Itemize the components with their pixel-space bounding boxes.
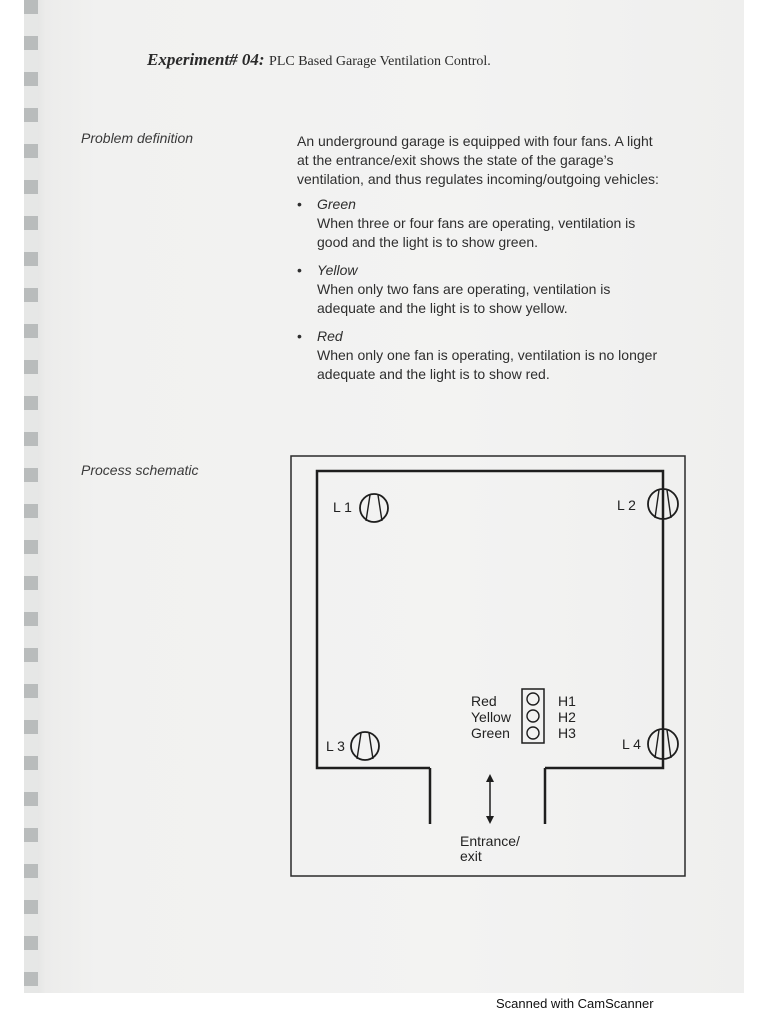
intro-line: ventilation, and thus regulates incoming/outgoing vehicles: [297, 171, 659, 187]
signal-light [471, 689, 576, 743]
list-item-green [295, 195, 695, 252]
process-schematic-label: Process schematic [81, 462, 199, 478]
garage-schematic [290, 455, 686, 880]
lamp-red-icon [527, 693, 539, 705]
fan-icon [360, 494, 388, 522]
output-label-h3: H3 [558, 725, 576, 741]
fan-blade-line [366, 495, 370, 521]
fan-l2 [617, 489, 678, 519]
entrance-arrow-icon [486, 774, 494, 824]
bullet-line: good and the light is to show green. [317, 234, 539, 250]
entrance-label: Entrance/ [460, 833, 520, 849]
title-number: Experiment# 04: [147, 50, 265, 69]
fan-label: L 1 [333, 499, 352, 515]
bullet-line: adequate and the light is to show red. [317, 366, 550, 382]
list-item-yellow [295, 261, 695, 318]
lamp-green-icon [527, 727, 539, 739]
bullet-title: Red [317, 328, 343, 344]
bullet-title: Green [317, 196, 356, 212]
bullet-line: When only two fans are operating, ventilation is [317, 281, 611, 297]
intro-line: at the entrance/exit shows the state of the garage’s [297, 152, 614, 168]
signal-label-red: Red [471, 693, 497, 709]
fan-blade-line [667, 730, 671, 758]
fan-blade-line [378, 495, 382, 521]
fan-blade-line [655, 490, 659, 518]
signal-label-green: Green [471, 725, 510, 741]
fan-l4 [622, 729, 678, 759]
signal-label-yellow: Yellow [471, 709, 511, 725]
fan-icon [351, 732, 379, 760]
schematic-outer-frame [291, 456, 685, 876]
fan-label: L 2 [617, 497, 636, 513]
bullet-title: Yellow [317, 262, 358, 278]
problem-intro [297, 132, 717, 189]
bullet-dot-icon: • [297, 328, 302, 344]
list-item-red [295, 327, 695, 384]
problem-definition-label: Problem definition [81, 130, 194, 146]
title-text: PLC Based Garage Ventilation Control. [269, 54, 491, 69]
bullet-line: When three or four fans are operating, ventilation is [317, 215, 636, 231]
bullet-line: When only one fan is operating, ventilation is no longer [317, 347, 658, 363]
bullet-line: adequate and the light is to show yellow. [317, 300, 568, 316]
fan-label: L 4 [622, 736, 641, 752]
scanned-page [24, 0, 744, 993]
fan-l3 [326, 732, 379, 760]
fan-label: L 3 [326, 738, 345, 754]
fan-blade-line [667, 490, 671, 518]
fan-blade-line [357, 733, 361, 759]
light-state-list [295, 195, 695, 393]
fan-blade-line [655, 730, 659, 758]
page-title [147, 50, 491, 70]
intro-line: An underground garage is equipped with four fans. A light [297, 133, 653, 149]
signal-light-housing [522, 689, 544, 743]
output-label-h2: H2 [558, 709, 576, 725]
fan-blade-line [369, 733, 373, 759]
entrance-label: exit [460, 848, 482, 864]
bullet-dot-icon: • [297, 262, 302, 278]
fan-l1 [333, 494, 388, 522]
scanner-watermark: Scanned with CamScanner [496, 996, 654, 1011]
binding-edge [24, 0, 38, 993]
lamp-yellow-icon [527, 710, 539, 722]
output-label-h1: H1 [558, 693, 576, 709]
bullet-dot-icon: • [297, 196, 302, 212]
